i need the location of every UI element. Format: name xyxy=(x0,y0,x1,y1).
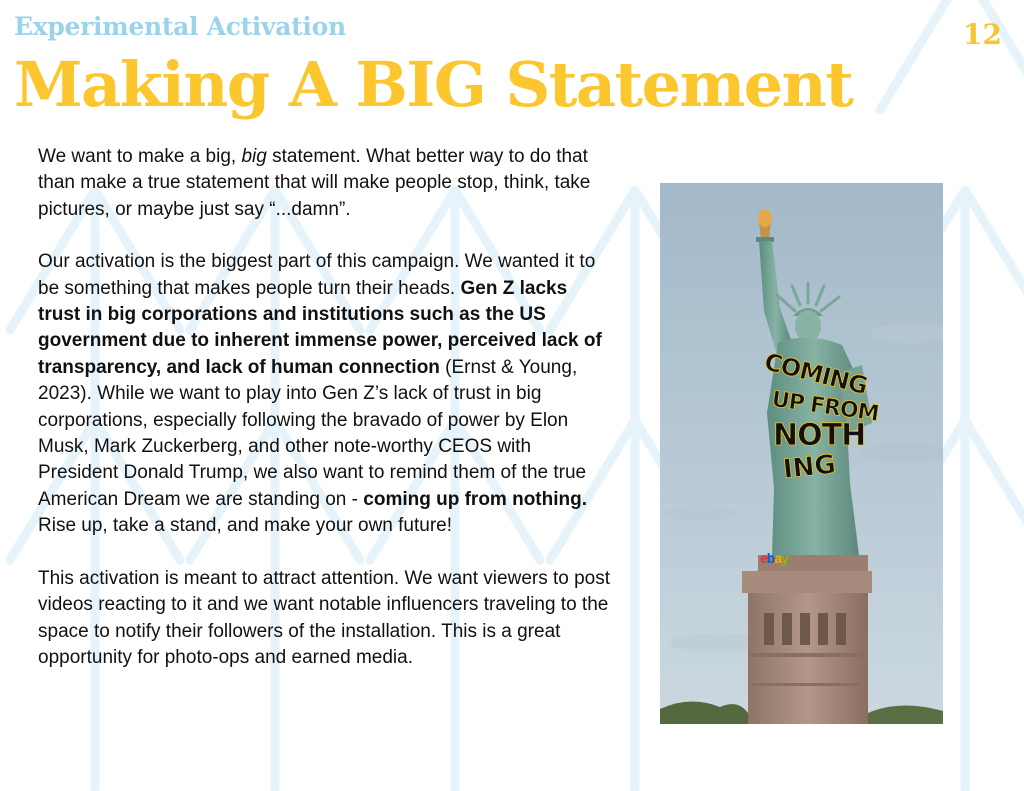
body-text xyxy=(38,144,613,671)
statue-of-liberty-image xyxy=(660,183,943,724)
bold-coming-up: coming up from nothing. xyxy=(363,488,588,510)
statue-text-line-3: NOTH xyxy=(773,418,866,453)
paragraph-activation: Our activation is the biggest part of this campaign. We wanted it to be something that makes people turn their heads. Gen Z lacks trust in big corporations and institutions such as the US government due to inherent immense power, perceived lack of transparency, and lack of human connection (Ernst & Young, 2023). While we want to play into Gen Z’s lack of trust in big corporations, especially following the bravado of power by Elon Musk, Mark Zuckerberg, and other note-worthy CEOS with President Donald Trump, we also want to remind them of the true American Dream we are standing on - coming up from nothing. Rise up, take a stand, and make your own future! xyxy=(38,251,602,537)
emphasis-big: big xyxy=(241,146,267,167)
bold-gen-z-trust: Gen Z lacks trust in big corporations and institutions such as the US government due to inherent immense power, perceived lack of transparency, and lack of human connection xyxy=(38,277,602,378)
statue-text-line-4: ING xyxy=(781,449,838,485)
statue-text-line-2: UP FROM xyxy=(770,387,880,427)
paragraph-intro: We want to make a big, big statement. What better way to do that than make a true statement that will make people stop, think, take pictures, or maybe just say “...damn”. xyxy=(38,146,591,220)
paragraph-attention: This activation is meant to attract attention. We want viewers to post videos reacting to it and we want notable influencers traveling to the space to notify their followers of the installation. This is a great opportunity for photo-ops and earned media. xyxy=(38,567,611,668)
page-title: Making A BIG Statement xyxy=(14,48,853,121)
page-number: 12 xyxy=(963,18,1002,51)
ebay-logo: ebay xyxy=(760,550,788,566)
section-eyebrow: Experimental Activation xyxy=(14,12,346,41)
statue-text-line-1: COMING xyxy=(761,347,870,401)
